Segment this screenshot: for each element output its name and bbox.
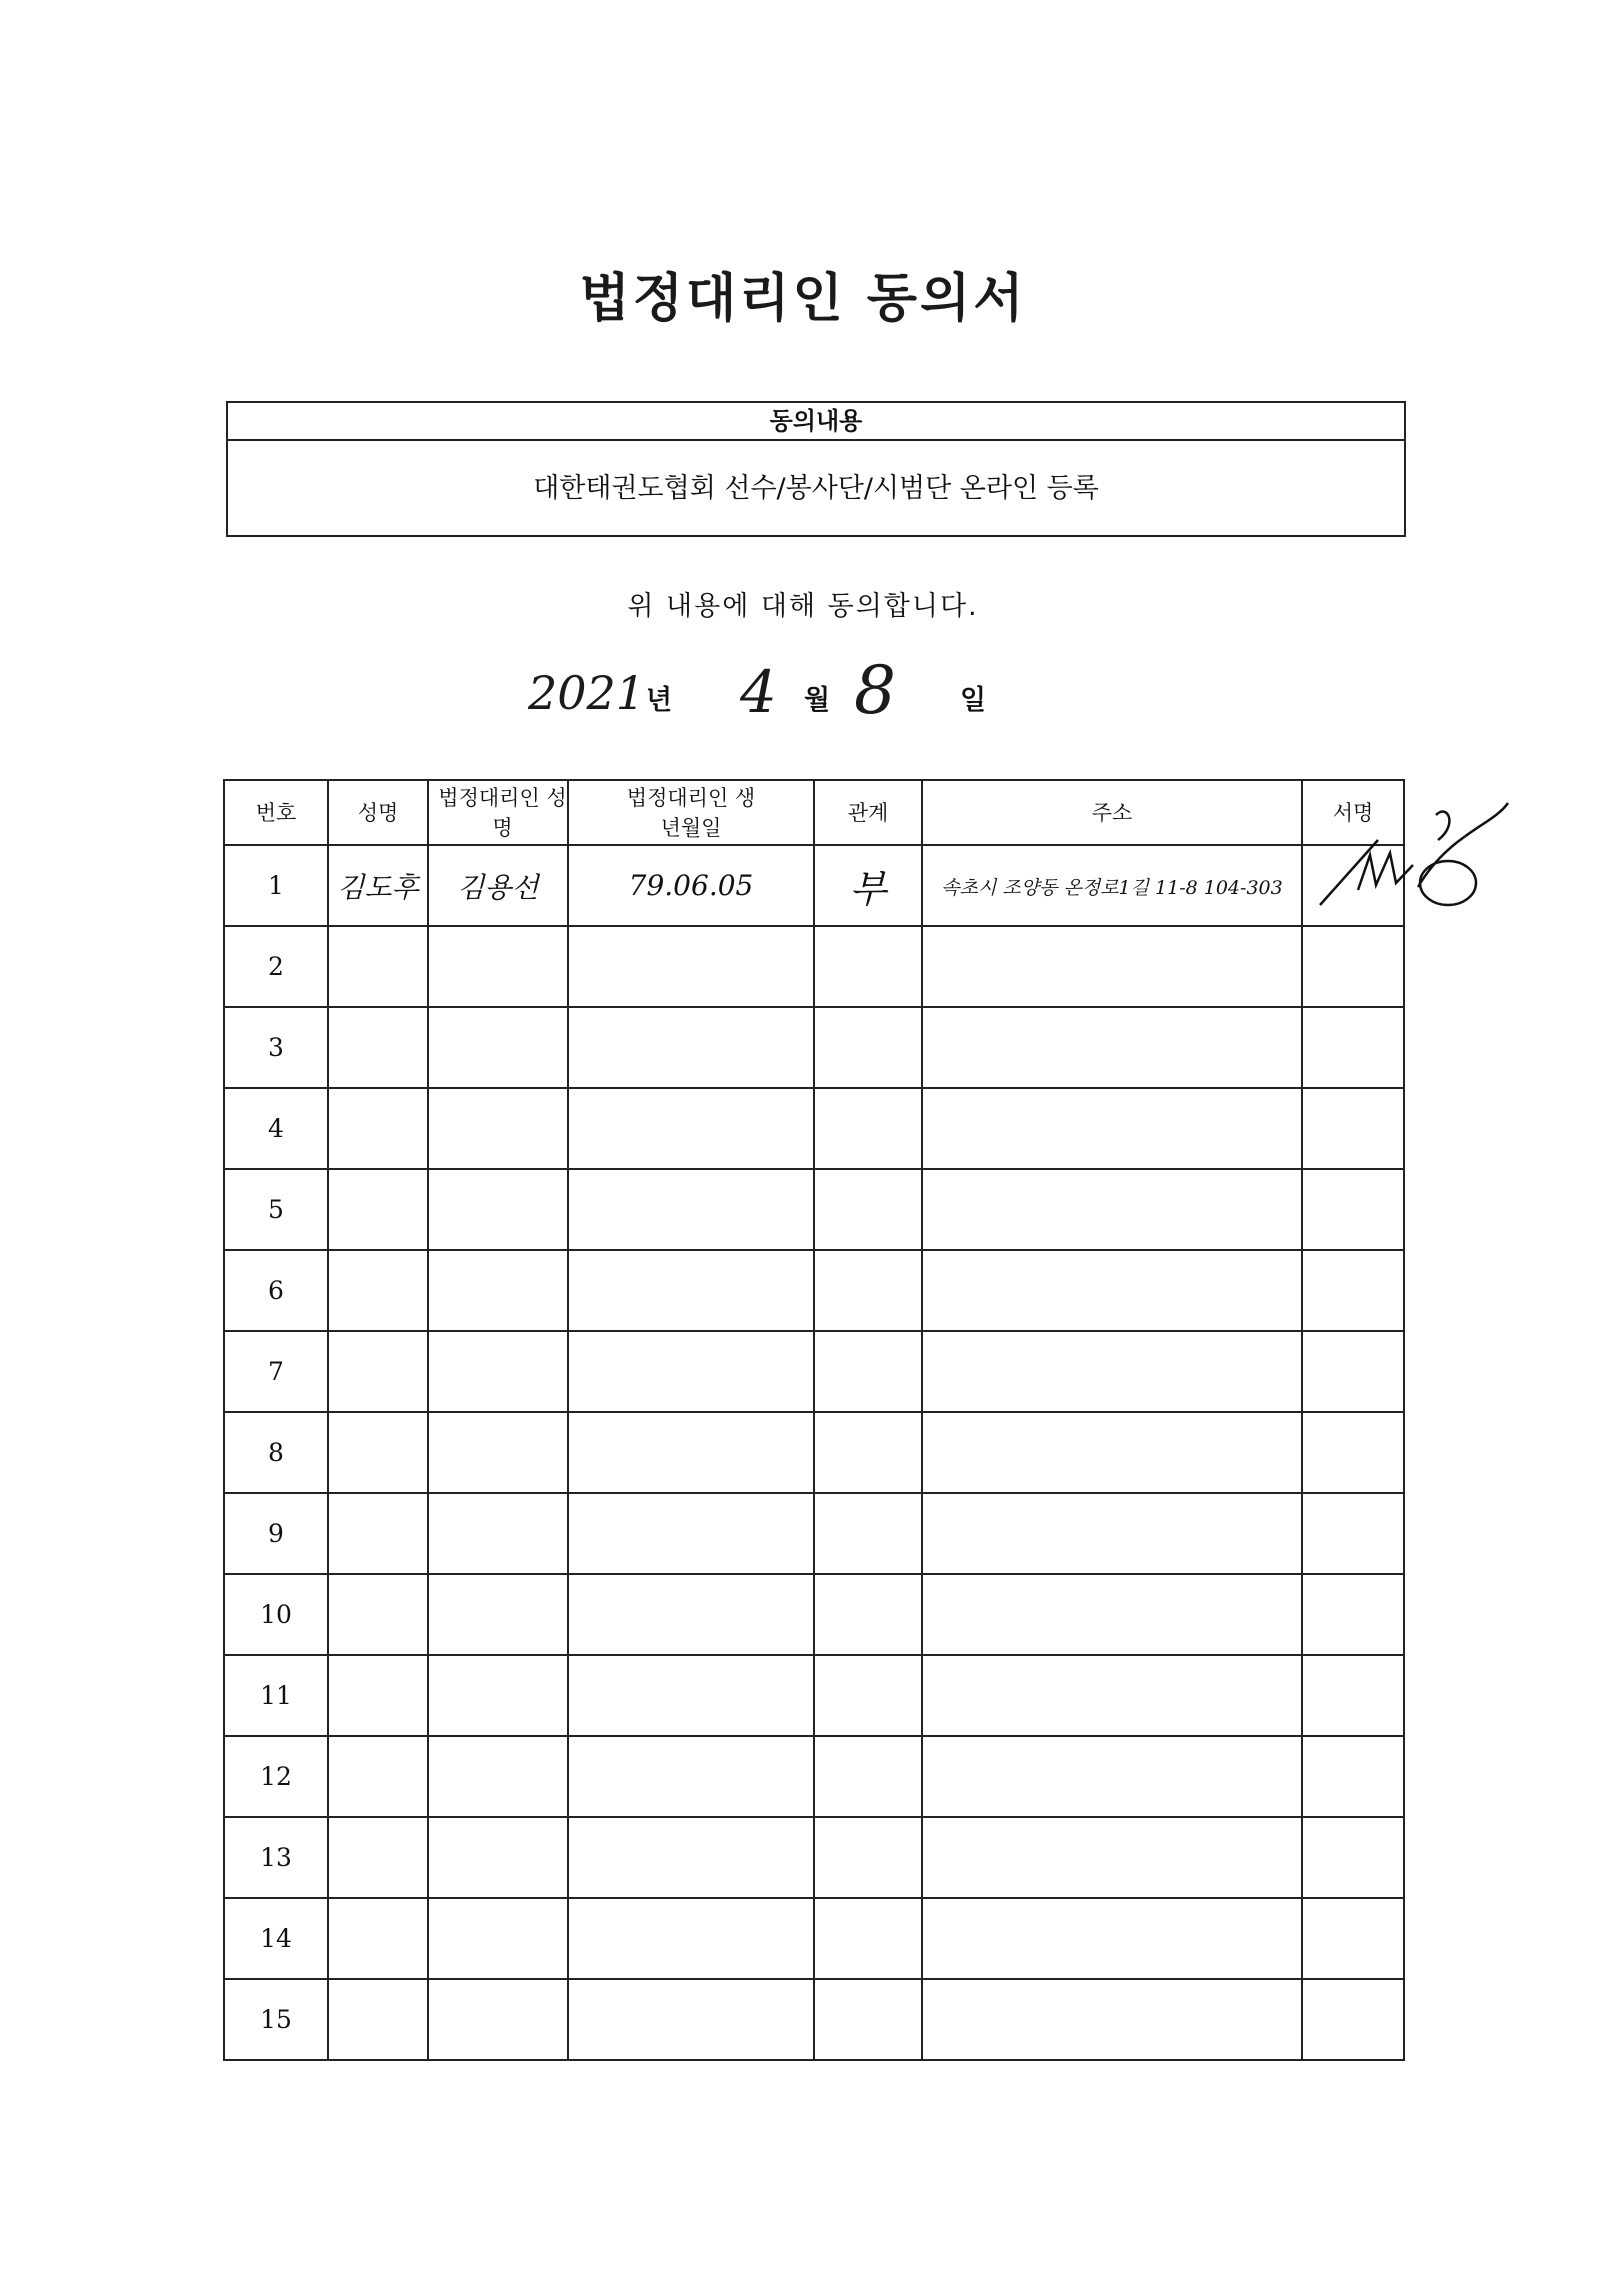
cell-relation bbox=[814, 926, 922, 1007]
table-header-row bbox=[224, 780, 1404, 845]
table-row bbox=[224, 1331, 1404, 1412]
signature-stroke bbox=[1358, 853, 1413, 890]
cell-address bbox=[922, 1979, 1302, 2060]
cell-no-text: 7 bbox=[268, 1357, 284, 1386]
cell-signature bbox=[1302, 1655, 1404, 1736]
col-header-number: 번호 bbox=[224, 780, 328, 845]
table-row bbox=[224, 1898, 1404, 1979]
cell-signature bbox=[1302, 1169, 1404, 1250]
guardian-signature-mark bbox=[1318, 795, 1518, 915]
cell-relation bbox=[814, 1655, 922, 1736]
cell-relation bbox=[814, 1574, 922, 1655]
cell-no-text: 4 bbox=[268, 1114, 284, 1143]
cell-relation bbox=[814, 1898, 922, 1979]
cell-birth bbox=[568, 1007, 814, 1088]
cell-address bbox=[922, 926, 1302, 1007]
cell-name bbox=[328, 1898, 428, 1979]
cell-relation bbox=[814, 1331, 922, 1412]
table-row bbox=[224, 1250, 1404, 1331]
cell-address bbox=[922, 1331, 1302, 1412]
cell-birth bbox=[568, 1655, 814, 1736]
cell-no bbox=[224, 1007, 328, 1088]
cell-guardian-text: 김용선 bbox=[457, 870, 539, 904]
cell-signature bbox=[1302, 1331, 1404, 1412]
signature-stroke bbox=[1436, 812, 1449, 840]
table-row bbox=[224, 1736, 1404, 1817]
cell-name bbox=[328, 1088, 428, 1169]
table-row bbox=[224, 845, 1404, 926]
cell-no-text: 5 bbox=[268, 1195, 284, 1224]
cell-birth bbox=[568, 1736, 814, 1817]
cell-address bbox=[922, 845, 1302, 926]
cell-address bbox=[922, 1817, 1302, 1898]
cell-name bbox=[328, 1574, 428, 1655]
cell-address bbox=[922, 1412, 1302, 1493]
col-header-signature: 서명 bbox=[1302, 780, 1404, 845]
cell-address bbox=[922, 1250, 1302, 1331]
cell-name bbox=[328, 926, 428, 1007]
cell-relation bbox=[814, 1817, 922, 1898]
cell-address-text: 속초시 조양동 온정로1길 11-8 104-303 bbox=[941, 877, 1283, 899]
cell-relation bbox=[814, 1088, 922, 1169]
cell-guardian bbox=[428, 845, 568, 926]
cell-name bbox=[328, 1493, 428, 1574]
cell-no bbox=[224, 1331, 328, 1412]
table-row bbox=[224, 1088, 1404, 1169]
cell-no bbox=[224, 1898, 328, 1979]
cell-no bbox=[224, 1979, 328, 2060]
cell-birth-text: 79.06.05 bbox=[628, 869, 754, 902]
consent-header: 동의내용 bbox=[228, 403, 1404, 441]
cell-no-text: 11 bbox=[260, 1681, 292, 1710]
cell-no-text: 10 bbox=[260, 1600, 292, 1629]
cell-birth bbox=[568, 1331, 814, 1412]
cell-birth bbox=[568, 1979, 814, 2060]
cell-no-text: 15 bbox=[260, 2005, 292, 2034]
cell-name bbox=[328, 845, 428, 926]
cell-guardian bbox=[428, 1007, 568, 1088]
guardian-table bbox=[223, 779, 1405, 2061]
cell-signature bbox=[1302, 1574, 1404, 1655]
cell-relation bbox=[814, 1169, 922, 1250]
cell-no bbox=[224, 1655, 328, 1736]
col-header-relation: 관계 bbox=[814, 780, 922, 845]
cell-birth bbox=[568, 1169, 814, 1250]
cell-guardian bbox=[428, 1412, 568, 1493]
cell-no-text: 9 bbox=[268, 1519, 284, 1548]
cell-birth bbox=[568, 845, 814, 926]
cell-no bbox=[224, 1088, 328, 1169]
cell-guardian bbox=[428, 1736, 568, 1817]
table-row bbox=[224, 1007, 1404, 1088]
cell-guardian bbox=[428, 1655, 568, 1736]
table-row bbox=[224, 1979, 1404, 2060]
cell-no bbox=[224, 926, 328, 1007]
date-year-handwritten: 2021 bbox=[528, 666, 646, 720]
consent-box bbox=[226, 401, 1406, 537]
cell-name-text: 김도후 bbox=[337, 870, 419, 904]
cell-relation bbox=[814, 845, 922, 926]
cell-no-text: 13 bbox=[260, 1843, 292, 1872]
cell-signature bbox=[1302, 1088, 1404, 1169]
cell-guardian bbox=[428, 1898, 568, 1979]
cell-no bbox=[224, 1412, 328, 1493]
cell-no-text: 6 bbox=[268, 1276, 284, 1305]
date-row bbox=[0, 652, 1606, 730]
cell-name bbox=[328, 1817, 428, 1898]
date-year-label: 년 bbox=[646, 685, 673, 716]
cell-signature bbox=[1302, 1736, 1404, 1817]
cell-address bbox=[922, 1574, 1302, 1655]
cell-guardian bbox=[428, 1088, 568, 1169]
cell-guardian bbox=[428, 1574, 568, 1655]
cell-no bbox=[224, 1169, 328, 1250]
cell-address bbox=[922, 1169, 1302, 1250]
col-header-address: 주소 bbox=[922, 780, 1302, 845]
table-row bbox=[224, 1493, 1404, 1574]
cell-signature bbox=[1302, 1007, 1404, 1088]
col-header-guardian-birth: 법정대리인 생년월일 bbox=[568, 780, 814, 845]
agree-statement: 위 내용에 대해 동의합니다. bbox=[627, 591, 979, 622]
cell-address bbox=[922, 1007, 1302, 1088]
cell-no bbox=[224, 1817, 328, 1898]
cell-signature bbox=[1302, 1412, 1404, 1493]
table-row bbox=[224, 1817, 1404, 1898]
cell-signature bbox=[1302, 1493, 1404, 1574]
cell-no bbox=[224, 1493, 328, 1574]
cell-address bbox=[922, 1655, 1302, 1736]
cell-birth bbox=[568, 1088, 814, 1169]
cell-relation bbox=[814, 1493, 922, 1574]
cell-name bbox=[328, 1250, 428, 1331]
cell-relation bbox=[814, 1736, 922, 1817]
cell-relation-text: 부 bbox=[849, 867, 887, 911]
table-row bbox=[224, 1412, 1404, 1493]
cell-no-text: 12 bbox=[260, 1762, 292, 1791]
cell-guardian bbox=[428, 1169, 568, 1250]
cell-guardian bbox=[428, 1817, 568, 1898]
date-day-label: 일 bbox=[960, 685, 987, 716]
cell-no bbox=[224, 845, 328, 926]
cell-birth bbox=[568, 1574, 814, 1655]
cell-no bbox=[224, 1250, 328, 1331]
page-title: 법정대리인 동의서 bbox=[579, 269, 1027, 329]
signature-stroke bbox=[1418, 803, 1508, 887]
cell-signature bbox=[1302, 926, 1404, 1007]
cell-address bbox=[922, 1088, 1302, 1169]
cell-birth bbox=[568, 1898, 814, 1979]
cell-signature bbox=[1302, 1898, 1404, 1979]
cell-guardian bbox=[428, 1250, 568, 1331]
table-row bbox=[224, 1574, 1404, 1655]
cell-relation bbox=[814, 1007, 922, 1088]
date-month-handwritten: 4 bbox=[740, 658, 777, 726]
date-day-handwritten: 8 bbox=[854, 652, 896, 729]
cell-name bbox=[328, 1169, 428, 1250]
table-row bbox=[224, 926, 1404, 1007]
date-month-label: 월 bbox=[804, 685, 831, 716]
cell-birth bbox=[568, 1817, 814, 1898]
table-row bbox=[224, 1655, 1404, 1736]
cell-relation bbox=[814, 1412, 922, 1493]
cell-name bbox=[328, 1331, 428, 1412]
cell-name bbox=[328, 1412, 428, 1493]
cell-no-text: 14 bbox=[260, 1924, 292, 1953]
cell-no bbox=[224, 1736, 328, 1817]
cell-name bbox=[328, 1736, 428, 1817]
cell-birth bbox=[568, 1493, 814, 1574]
col-header-guardian-name: 법정대리인 성명 bbox=[428, 780, 568, 845]
cell-address bbox=[922, 1493, 1302, 1574]
cell-no-text: 2 bbox=[268, 952, 284, 981]
consent-content: 대한태권도협회 선수/봉사단/시범단 온라인 등록 bbox=[533, 473, 1099, 504]
signature-stroke bbox=[1420, 861, 1476, 905]
cell-name bbox=[328, 1655, 428, 1736]
cell-guardian bbox=[428, 926, 568, 1007]
cell-guardian bbox=[428, 1979, 568, 2060]
cell-no-text: 8 bbox=[268, 1438, 284, 1467]
cell-birth bbox=[568, 1250, 814, 1331]
cell-address bbox=[922, 1736, 1302, 1817]
cell-relation bbox=[814, 1250, 922, 1331]
cell-no-text: 1 bbox=[268, 871, 284, 900]
cell-name bbox=[328, 1979, 428, 2060]
cell-signature bbox=[1302, 1817, 1404, 1898]
cell-signature bbox=[1302, 1250, 1404, 1331]
cell-no bbox=[224, 1574, 328, 1655]
cell-address bbox=[922, 1898, 1302, 1979]
signature-stroke bbox=[1320, 840, 1378, 905]
cell-birth bbox=[568, 1412, 814, 1493]
cell-no-text: 3 bbox=[268, 1033, 284, 1062]
cell-signature bbox=[1302, 1979, 1404, 2060]
cell-birth bbox=[568, 926, 814, 1007]
cell-guardian bbox=[428, 1493, 568, 1574]
col-header-name: 성명 bbox=[328, 780, 428, 845]
cell-relation bbox=[814, 1979, 922, 2060]
cell-guardian bbox=[428, 1331, 568, 1412]
table-row bbox=[224, 1169, 1404, 1250]
cell-name bbox=[328, 1007, 428, 1088]
